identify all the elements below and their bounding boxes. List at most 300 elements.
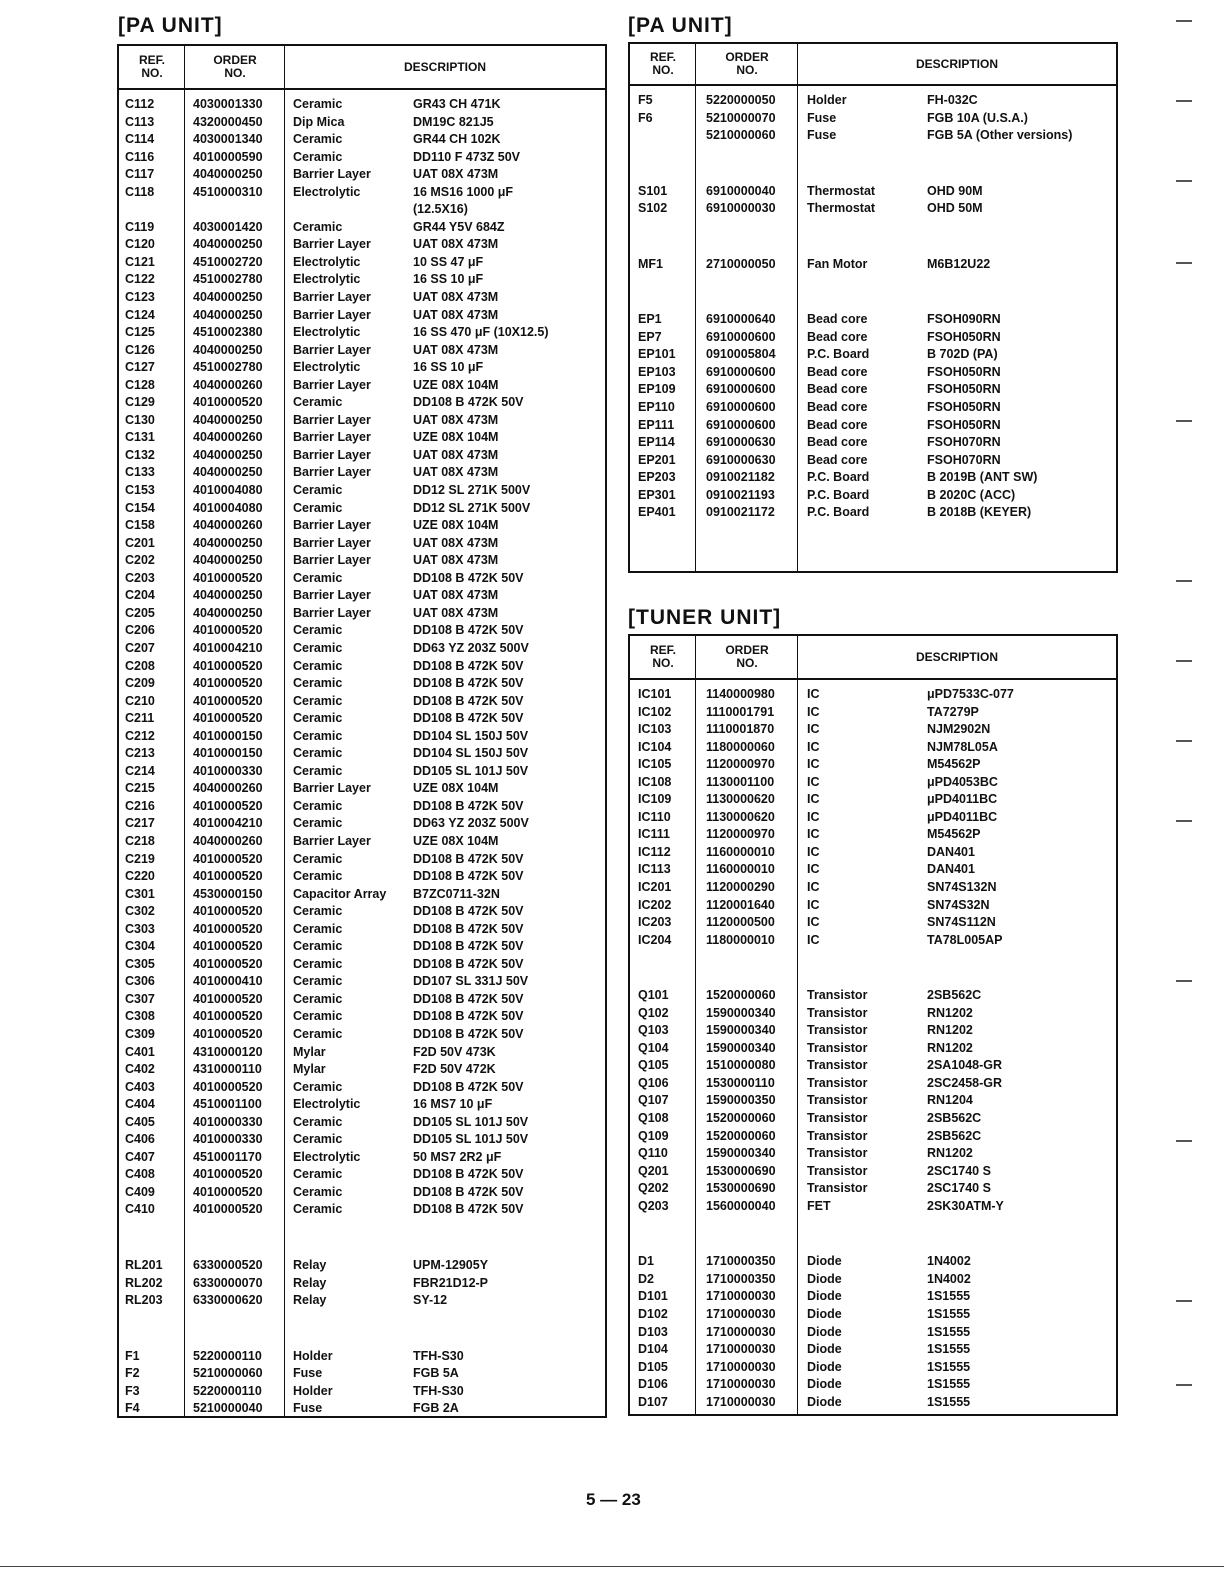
part-type-cell: Barrier Layer — [293, 237, 371, 252]
spec-cell: UAT 08X 473M — [413, 465, 499, 480]
part-type-cell: Relay — [293, 1293, 327, 1308]
part-type-cell: Bead core — [807, 312, 868, 327]
spec-cell: DD104 SL 150J 50V — [413, 746, 529, 761]
part-type-cell: Ceramic — [293, 1132, 343, 1147]
table-row — [119, 412, 605, 430]
order-no-cell: 4010000520 — [193, 991, 263, 1006]
table-row — [630, 1057, 1116, 1075]
ref-no-cell: C132 — [125, 447, 155, 462]
part-type-cell: Holder — [807, 93, 847, 107]
ref-no-cell: C126 — [125, 342, 155, 357]
spec-cell: 16 MS7 10 μF — [413, 1097, 493, 1112]
spec-cell: DD108 B 472K 50V — [413, 570, 524, 585]
description-header: DESCRIPTION — [915, 649, 998, 664]
ref-no-cell: IC102 — [638, 704, 672, 719]
table-row — [119, 552, 605, 570]
table-row — [630, 1215, 1116, 1234]
table-row — [630, 1092, 1116, 1110]
table-row — [630, 949, 1116, 968]
table-row — [119, 710, 605, 728]
spec-cell: 1N4002 — [927, 1271, 971, 1286]
table-row — [119, 254, 605, 272]
spec-cell: FSOH070RN — [927, 435, 1001, 450]
table-row — [630, 364, 1116, 382]
ref-no-cell: IC101 — [638, 687, 672, 701]
order-no-cell: 4010000520 — [193, 395, 263, 410]
spec-cell: UAT 08X 473M — [413, 553, 499, 568]
spec-cell: 1S1555 — [927, 1324, 971, 1339]
table-row — [119, 307, 605, 325]
spec-cell: UPM-12905Y — [413, 1258, 489, 1272]
order-no-cell: 4040000260 — [193, 518, 263, 533]
part-type-cell: Ceramic — [293, 1079, 343, 1094]
ref-no-cell: F2 — [125, 1366, 140, 1381]
spec-cell: RN1202 — [927, 1040, 973, 1055]
part-type-cell: Diode — [807, 1271, 842, 1286]
order-no-cell: 6910000600 — [706, 364, 776, 379]
table-row — [119, 640, 605, 658]
spec-cell: DD108 B 472K 50V — [413, 1009, 524, 1024]
table-row — [119, 1096, 605, 1114]
table-row — [119, 693, 605, 711]
order-no-cell: 1130000620 — [706, 792, 775, 807]
table-row — [630, 346, 1116, 364]
part-type-cell: IC — [807, 862, 820, 877]
table-row — [630, 1324, 1116, 1342]
ref-no-cell: C205 — [125, 605, 155, 620]
table-row — [630, 1075, 1116, 1093]
part-type-cell: Ceramic — [293, 921, 343, 936]
spec-cell: RN1202 — [927, 1005, 973, 1020]
order-no-cell: 4040000250 — [193, 290, 263, 305]
order-no-cell: 6910000030 — [706, 201, 776, 216]
spec-cell: DD108 B 472K 50V — [413, 693, 524, 708]
part-type-cell: Ceramic — [293, 500, 343, 515]
order-no-cell: 4040000250 — [193, 535, 263, 550]
ref-no-cell: EP203 — [638, 470, 676, 485]
table-row — [630, 1163, 1116, 1181]
spec-cell: DD110 F 473Z 50V — [413, 149, 521, 164]
spec-cell: F2D 50V 472K — [413, 1062, 496, 1077]
table-row — [630, 1198, 1116, 1216]
part-type-cell: Bead core — [807, 400, 868, 415]
part-type-cell: Transistor — [807, 1128, 868, 1143]
order-no-cell: 4040000250 — [193, 307, 263, 322]
spec-cell: DD108 B 472K 50V — [413, 956, 524, 971]
order-no-cell: 1520000060 — [706, 988, 776, 1003]
spec-cell: UZE 08X 104M — [413, 518, 499, 533]
part-type-cell: IC — [807, 722, 820, 737]
part-type-cell: Barrier Layer — [293, 553, 371, 568]
table-row — [119, 991, 605, 1009]
ref-no-cell: C406 — [125, 1132, 155, 1147]
ref-no-cell: Q104 — [638, 1040, 669, 1055]
ref-no-cell: C121 — [125, 254, 155, 269]
order-no-cell: 6910000600 — [706, 400, 776, 415]
spec-cell: M54562P — [927, 757, 981, 772]
ref-no-header: REF. NO. — [649, 643, 676, 670]
part-type-cell: Barrier Layer — [293, 167, 371, 182]
order-no-cell: 6330000070 — [193, 1275, 263, 1290]
table-row — [630, 914, 1116, 932]
table-row — [630, 1359, 1116, 1377]
table-row — [119, 605, 605, 623]
table-row — [630, 504, 1116, 522]
table-row — [119, 622, 605, 640]
part-type-cell: Electrolytic — [293, 254, 361, 269]
part-type-cell: Diode — [807, 1324, 842, 1339]
order-no-cell: 1160000010 — [706, 844, 775, 859]
ref-no-cell: IC104 — [638, 739, 672, 754]
table-row — [119, 1114, 605, 1132]
order-no-cell: 6910000640 — [706, 312, 776, 327]
table-row — [630, 968, 1116, 987]
part-type-cell: FET — [807, 1198, 831, 1213]
ref-no-cell: EP301 — [638, 487, 676, 502]
spec-cell: 1S1555 — [927, 1359, 971, 1374]
order-no-cell: 4010000520 — [193, 939, 263, 954]
ref-no-cell: C306 — [125, 974, 155, 989]
page-number: 5 — 23 — [586, 1490, 641, 1509]
order-no-cell: 4510002720 — [193, 254, 263, 269]
table-row — [630, 110, 1116, 128]
spec-cell: DD105 SL 101J 50V — [413, 1132, 529, 1147]
order-no-cell: 1710000350 — [706, 1271, 776, 1286]
spec-cell: TA78L005AP — [927, 932, 1003, 947]
spec-cell: 2SB562C — [927, 1128, 982, 1143]
spec-cell: RN1202 — [927, 1023, 973, 1038]
spec-cell: FSOH050RN — [927, 417, 1001, 432]
part-type-cell: Ceramic — [293, 869, 343, 884]
table-row — [119, 236, 605, 254]
part-type-cell: Ceramic — [293, 97, 343, 111]
table-row — [630, 273, 1116, 292]
spec-cell: SY-12 — [413, 1293, 448, 1308]
spec-cell: DD108 B 472K 50V — [413, 1184, 524, 1199]
table-row — [630, 311, 1116, 329]
table-row — [119, 201, 605, 219]
spec-cell: SN74S32N — [927, 897, 990, 912]
ref-no-cell: C117 — [125, 167, 155, 182]
table-row — [630, 487, 1116, 505]
spec-cell: GR43 CH 471K — [413, 97, 501, 111]
ref-no-cell: F1 — [125, 1348, 140, 1363]
order-no-cell: 4310000120 — [193, 1044, 263, 1059]
table-row — [630, 861, 1116, 879]
ref-no-cell: C309 — [125, 1026, 155, 1041]
order-no-cell: 4040000250 — [193, 342, 263, 357]
part-type-cell: P.C. Board — [807, 347, 870, 362]
order-no-cell: 6910000600 — [706, 382, 776, 397]
table-row — [119, 570, 605, 588]
table-row — [630, 145, 1116, 164]
order-no-header: ORDER NO. — [725, 643, 769, 670]
spec-cell: DD108 B 472K 50V — [413, 623, 524, 638]
spec-cell: μPD4011BC — [927, 792, 998, 807]
spec-cell: DD108 B 472K 50V — [413, 658, 524, 673]
spec-cell: UAT 08X 473M — [413, 342, 499, 357]
order-no-cell: 4010000520 — [193, 921, 263, 936]
ref-no-cell: C307 — [125, 991, 155, 1006]
ref-no-cell: IC204 — [638, 932, 672, 947]
table-row — [630, 774, 1116, 792]
spec-cell: SN74S112N — [927, 915, 996, 930]
spec-cell: UAT 08X 473M — [413, 237, 499, 252]
part-type-cell: Barrier Layer — [293, 430, 371, 445]
table-row — [119, 903, 605, 921]
ref-no-cell: EP201 — [638, 452, 676, 467]
part-type-cell: Transistor — [807, 1163, 868, 1178]
order-no-cell: 4010000520 — [193, 1026, 263, 1041]
order-no-cell: 1710000030 — [706, 1342, 776, 1357]
order-no-cell: 4010000520 — [193, 956, 263, 971]
part-type-cell: Bead core — [807, 364, 868, 379]
table-row — [119, 166, 605, 184]
ref-no-cell: C308 — [125, 1009, 155, 1024]
part-type-cell: Ceramic — [293, 851, 343, 866]
spec-cell: B 2018B (KEYER) — [927, 505, 1032, 520]
table-row — [119, 464, 605, 482]
part-type-cell: Ceramic — [293, 1202, 343, 1217]
spec-cell: 1S1555 — [927, 1377, 971, 1392]
ref-no-cell: C407 — [125, 1149, 155, 1164]
order-no-cell: 1710000030 — [706, 1359, 776, 1374]
order-no-cell: 4040000260 — [193, 781, 263, 796]
spec-cell: FH-032C — [927, 93, 978, 107]
order-no-cell: 4040000250 — [193, 237, 263, 252]
table-row — [119, 1310, 605, 1329]
table-row — [119, 1275, 605, 1293]
order-no-cell: 4010000330 — [193, 763, 263, 778]
spec-cell: FSOH050RN — [927, 364, 1001, 379]
spec-cell: SN74S132N — [927, 880, 997, 895]
ref-no-cell: IC103 — [638, 722, 672, 737]
spec-cell: DD108 B 472K 50V — [413, 1079, 524, 1094]
spec-cell: UAT 08X 473M — [413, 290, 499, 305]
order-no-cell: 4010000520 — [193, 693, 263, 708]
ref-no-cell: C401 — [125, 1044, 155, 1059]
ref-no-cell: C125 — [125, 325, 155, 340]
table-row — [630, 200, 1116, 218]
spec-cell: NJM78L05A — [927, 739, 998, 754]
ref-no-cell: Q203 — [638, 1198, 669, 1213]
spec-cell: DD108 B 472K 50V — [413, 991, 524, 1006]
order-no-cell: 1590000350 — [706, 1093, 776, 1108]
table-row — [119, 447, 605, 465]
ref-no-cell: D104 — [638, 1342, 668, 1357]
ref-no-cell: S102 — [638, 201, 668, 216]
ref-no-cell: C113 — [125, 114, 155, 129]
table-row — [119, 833, 605, 851]
table-row — [119, 184, 605, 202]
table-row — [630, 164, 1116, 183]
part-type-cell: Ceramic — [293, 570, 343, 585]
spec-cell: μPD4011BC — [927, 809, 998, 824]
table-row — [119, 1026, 605, 1044]
spec-cell: DD104 SL 150J 50V — [413, 728, 529, 743]
table-row — [630, 791, 1116, 809]
order-no-cell: 4010000520 — [193, 851, 263, 866]
order-no-cell: 1180000060 — [706, 739, 775, 754]
spec-cell: DD108 B 472K 50V — [413, 395, 524, 410]
order-no-cell: 0910021172 — [706, 505, 775, 520]
order-no-cell: 1520000060 — [706, 1111, 776, 1126]
spec-cell: DD108 B 472K 50V — [413, 711, 524, 726]
ref-no-cell: C120 — [125, 237, 155, 252]
table-row — [119, 1383, 605, 1401]
ref-no-cell: IC201 — [638, 880, 672, 895]
part-type-cell: P.C. Board — [807, 505, 870, 520]
spec-cell: UAT 08X 473M — [413, 447, 499, 462]
order-no-cell: 6910000600 — [706, 329, 776, 344]
order-no-cell: 1710000030 — [706, 1306, 776, 1321]
part-type-cell: Diode — [807, 1254, 842, 1269]
ref-no-cell: EP401 — [638, 505, 676, 520]
ref-no-cell: IC109 — [638, 792, 672, 807]
part-type-cell: Ceramic — [293, 640, 343, 655]
part-type-cell: Bead core — [807, 382, 868, 397]
ref-no-cell: Q108 — [638, 1111, 669, 1126]
part-type-cell: Ceramic — [293, 1184, 343, 1199]
order-no-cell: 1590000340 — [706, 1146, 776, 1161]
table-row — [119, 96, 605, 114]
ref-no-cell: D103 — [638, 1324, 668, 1339]
spec-cell: FGB 5A — [413, 1366, 459, 1381]
part-type-cell: IC — [807, 739, 820, 754]
order-no-cell: 4010000520 — [193, 904, 263, 919]
order-no-cell: 4510002780 — [193, 272, 263, 287]
order-no-cell: 4010000520 — [193, 798, 263, 813]
spec-cell: UAT 08X 473M — [413, 605, 499, 620]
table-row — [630, 452, 1116, 470]
order-no-cell: 1110001870 — [706, 722, 775, 737]
part-type-cell: Holder — [293, 1348, 333, 1363]
order-no-cell: 1710000030 — [706, 1324, 776, 1339]
spec-cell: DD108 B 472K 50V — [413, 904, 524, 919]
part-type-cell: Ceramic — [293, 974, 343, 989]
part-type-cell: Electrolytic — [293, 1097, 361, 1112]
table-row — [630, 879, 1116, 897]
spec-cell: RN1202 — [927, 1146, 973, 1161]
table-row — [119, 377, 605, 395]
part-type-cell: Transistor — [807, 1023, 868, 1038]
order-no-cell: 0910021182 — [706, 470, 775, 485]
order-no-cell: 0910005804 — [706, 347, 776, 362]
ref-no-cell: C216 — [125, 798, 155, 813]
ref-no-cell: C214 — [125, 763, 155, 778]
table-row — [119, 1238, 605, 1257]
table-row — [119, 394, 605, 412]
spec-cell: DD12 SL 271K 500V — [413, 483, 531, 498]
ref-no-cell: C204 — [125, 588, 155, 603]
ref-no-cell: C405 — [125, 1114, 155, 1129]
ref-no-cell: IC110 — [638, 809, 671, 824]
order-no-cell: 4040000260 — [193, 833, 263, 848]
ref-no-cell: D105 — [638, 1359, 668, 1374]
order-no-cell: 5220000110 — [193, 1383, 262, 1398]
part-type-cell: Ceramic — [293, 956, 343, 971]
order-no-cell: 1120000290 — [706, 880, 775, 895]
table-row — [119, 956, 605, 974]
part-type-cell: Transistor — [807, 1181, 868, 1196]
ref-no-cell: C212 — [125, 728, 155, 743]
part-type-cell: Transistor — [807, 1005, 868, 1020]
part-type-cell: Ceramic — [293, 798, 343, 813]
order-no-cell: 4040000250 — [193, 588, 263, 603]
table-row — [630, 1128, 1116, 1146]
spec-cell: B 2020C (ACC) — [927, 487, 1016, 502]
part-type-cell: Fuse — [293, 1366, 323, 1381]
order-no-cell: 1130001100 — [706, 774, 775, 789]
order-no-cell: 4010000150 — [193, 746, 263, 761]
table-row — [119, 500, 605, 518]
spec-cell: DAN401 — [927, 862, 975, 877]
table-row — [119, 868, 605, 886]
part-type-cell: Dip Mica — [293, 114, 345, 129]
ref-no-cell: C402 — [125, 1062, 155, 1077]
table-row — [630, 739, 1116, 757]
table-row — [119, 517, 605, 535]
table-row — [630, 1005, 1116, 1023]
ref-no-cell: EP1 — [638, 312, 662, 327]
ref-no-cell: C408 — [125, 1167, 155, 1182]
order-no-cell: 4010004210 — [193, 640, 263, 655]
order-no-cell: 1120000500 — [706, 915, 775, 930]
ref-no-cell: C410 — [125, 1202, 155, 1217]
table-row — [630, 1376, 1116, 1394]
table-row — [630, 932, 1116, 950]
ref-no-cell: RL203 — [125, 1293, 163, 1308]
table-row — [119, 219, 605, 237]
part-type-cell: Ceramic — [293, 149, 343, 164]
spec-cell: 2SC1740 S — [927, 1163, 991, 1178]
order-no-cell: 1180000010 — [706, 932, 775, 947]
ref-no-cell: IC202 — [638, 897, 672, 912]
table-row — [630, 92, 1116, 110]
ref-no-cell: Q202 — [638, 1181, 669, 1196]
table-row — [119, 1201, 605, 1219]
part-type-cell: Fuse — [807, 110, 837, 125]
order-no-cell: 4320000450 — [193, 114, 263, 129]
spec-cell: DD108 B 472K 50V — [413, 869, 524, 884]
part-type-cell: Ceramic — [293, 904, 343, 919]
part-type-cell: Electrolytic — [293, 272, 361, 287]
part-type-cell: Electrolytic — [293, 360, 361, 375]
pa-unit-parts-table — [117, 44, 607, 1418]
table-row — [630, 256, 1116, 274]
part-type-cell: Ceramic — [293, 746, 343, 761]
spec-cell: 2SA1048-GR — [927, 1058, 1003, 1073]
ref-no-cell: C215 — [125, 781, 155, 796]
description-header: DESCRIPTION — [403, 59, 486, 74]
ref-no-cell: IC111 — [638, 827, 670, 842]
ref-no-cell: C112 — [125, 97, 155, 111]
spec-cell: DD108 B 472K 50V — [413, 1026, 524, 1041]
order-no-cell: 4510002380 — [193, 325, 263, 340]
order-no-cell: 6330000620 — [193, 1293, 263, 1308]
part-type-cell: Ceramic — [293, 728, 343, 743]
spec-cell: DD108 B 472K 50V — [413, 1167, 524, 1182]
part-type-cell: Diode — [807, 1377, 842, 1392]
spec-cell: FSOH050RN — [927, 382, 1001, 397]
ref-no-cell: C208 — [125, 658, 155, 673]
order-no-cell: 4010000330 — [193, 1132, 263, 1147]
spec-cell: F2D 50V 473K — [413, 1044, 496, 1059]
part-type-cell: IC — [807, 792, 820, 807]
order-no-cell: 0910021193 — [706, 487, 775, 502]
part-type-cell: IC — [807, 897, 820, 912]
table-row — [119, 131, 605, 149]
